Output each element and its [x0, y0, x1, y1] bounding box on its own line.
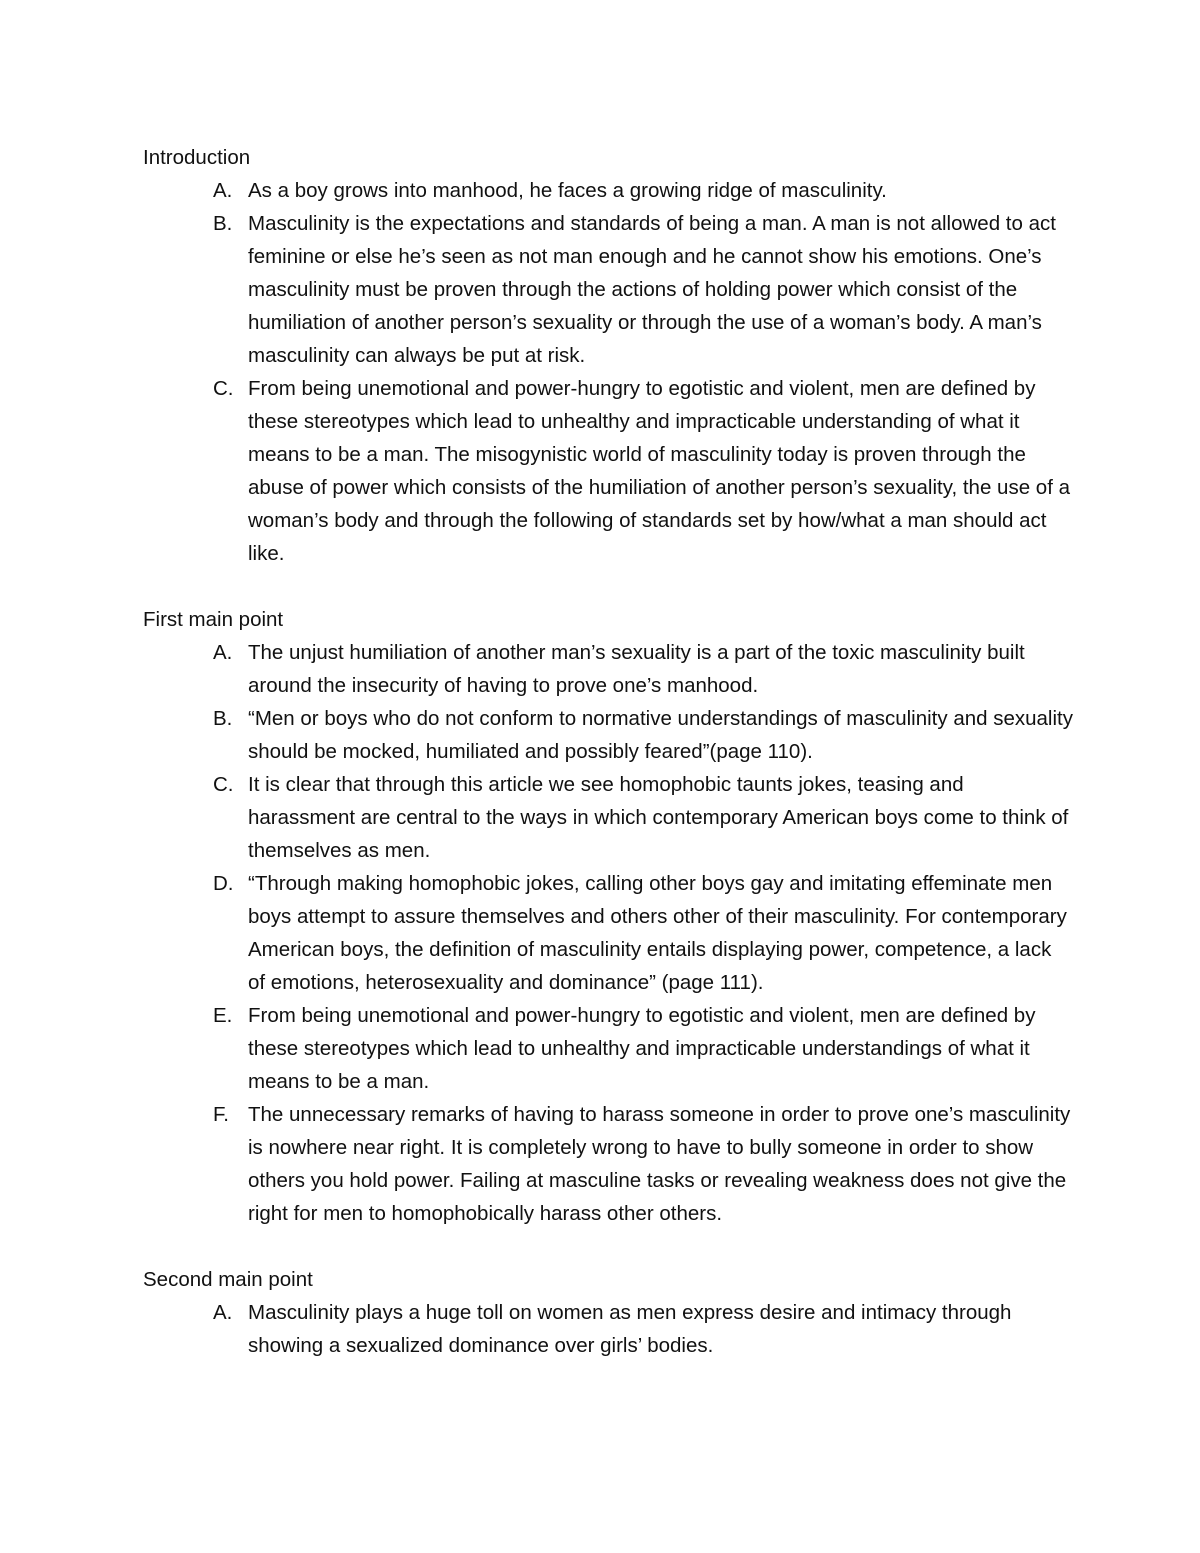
section-introduction [143, 141, 1073, 570]
list-item-text: Masculinity plays a huge toll on women as men express desire and intimacy through showing a sexualized dominance over girls’ bodies. [248, 1301, 1012, 1357]
section-heading: Introduction [143, 146, 251, 169]
list-item [143, 174, 1073, 207]
list-item-text: The unnecessary remarks of having to harass someone in order to prove one’s masculinity is nowhere near right. It is completely wrong to have to bully someone in order to show others you hold power. Failing at masculine tasks or revealing weakness does not give the right for men to homophobically harass other others. [248, 1103, 1071, 1225]
list-marker: D. [213, 872, 234, 895]
document-body [143, 141, 1073, 1395]
list-marker: A. [213, 179, 233, 202]
list-item-text: It is clear that through this article we see homophobic taunts jokes, teasing and harassment are central to the ways in which contemporary American boys come to think of themselves as men. [248, 773, 1069, 862]
list-marker: A. [213, 1301, 233, 1324]
list-marker: F. [213, 1103, 229, 1126]
section-second-main-point [143, 1263, 1073, 1362]
list-item [143, 207, 1073, 372]
list-marker: C. [213, 377, 234, 400]
list-item [143, 999, 1073, 1098]
list-item-text: As a boy grows into manhood, he faces a growing ridge of masculinity. [248, 179, 887, 202]
section-first-main-point [143, 603, 1073, 1230]
list-item [143, 768, 1073, 867]
section-heading: First main point [143, 608, 284, 631]
section-heading: Second main point [143, 1268, 313, 1291]
list-marker: B. [213, 707, 233, 730]
list-marker: C. [213, 773, 234, 796]
list-item [143, 867, 1073, 999]
list-item [143, 372, 1073, 570]
list-item [143, 1098, 1073, 1230]
outline-list [143, 1296, 1073, 1362]
outline-list [143, 636, 1073, 1230]
list-item-text: “Through making homophobic jokes, calling other boys gay and imitating effeminate men boys attempt to assure themselves and others other of their masculinity. For contemporary American boys, the definition of masculinity entails displaying power, competence, a lack of emotions, heterosexuality and dominance” (page 111). [248, 872, 1067, 994]
list-item-text: “Men or boys who do not conform to normative understandings of masculinity and sexuality should be mocked, humiliated and possibly feared”(page 110). [248, 707, 1073, 763]
list-item [143, 1296, 1073, 1362]
list-marker: B. [213, 212, 233, 235]
list-item-text: From being unemotional and power-hungry to egotistic and violent, men are defined by these stereotypes which lead to unhealthy and impracticable understanding of what it means to be a man. The misogynistic world of masculinity today is proven through the abuse of power which consists of the humiliation of another person’s sexuality, the use of a woman’s body and through the following of standards set by how/what a man should act like. [248, 377, 1070, 565]
outline-list [143, 174, 1073, 570]
list-item [143, 636, 1073, 702]
list-item-text: From being unemotional and power-hungry to egotistic and violent, men are defined by these stereotypes which lead to unhealthy and impracticable understandings of what it means to be a man. [248, 1004, 1036, 1093]
list-marker: A. [213, 641, 233, 664]
list-item [143, 702, 1073, 768]
list-item-text: Masculinity is the expectations and standards of being a man. A man is not allowed to act feminine or else he’s seen as not man enough and he cannot show his emotions. One’s masculinity must be proven through the actions of holding power which consist of the humiliation of another person’s sexuality or through the use of a woman’s body. A man’s masculinity can always be put at risk. [248, 212, 1056, 367]
list-marker: E. [213, 1004, 233, 1027]
list-item-text: The unjust humiliation of another man’s sexuality is a part of the toxic masculinity built around the insecurity of having to prove one’s manhood. [248, 641, 1025, 697]
